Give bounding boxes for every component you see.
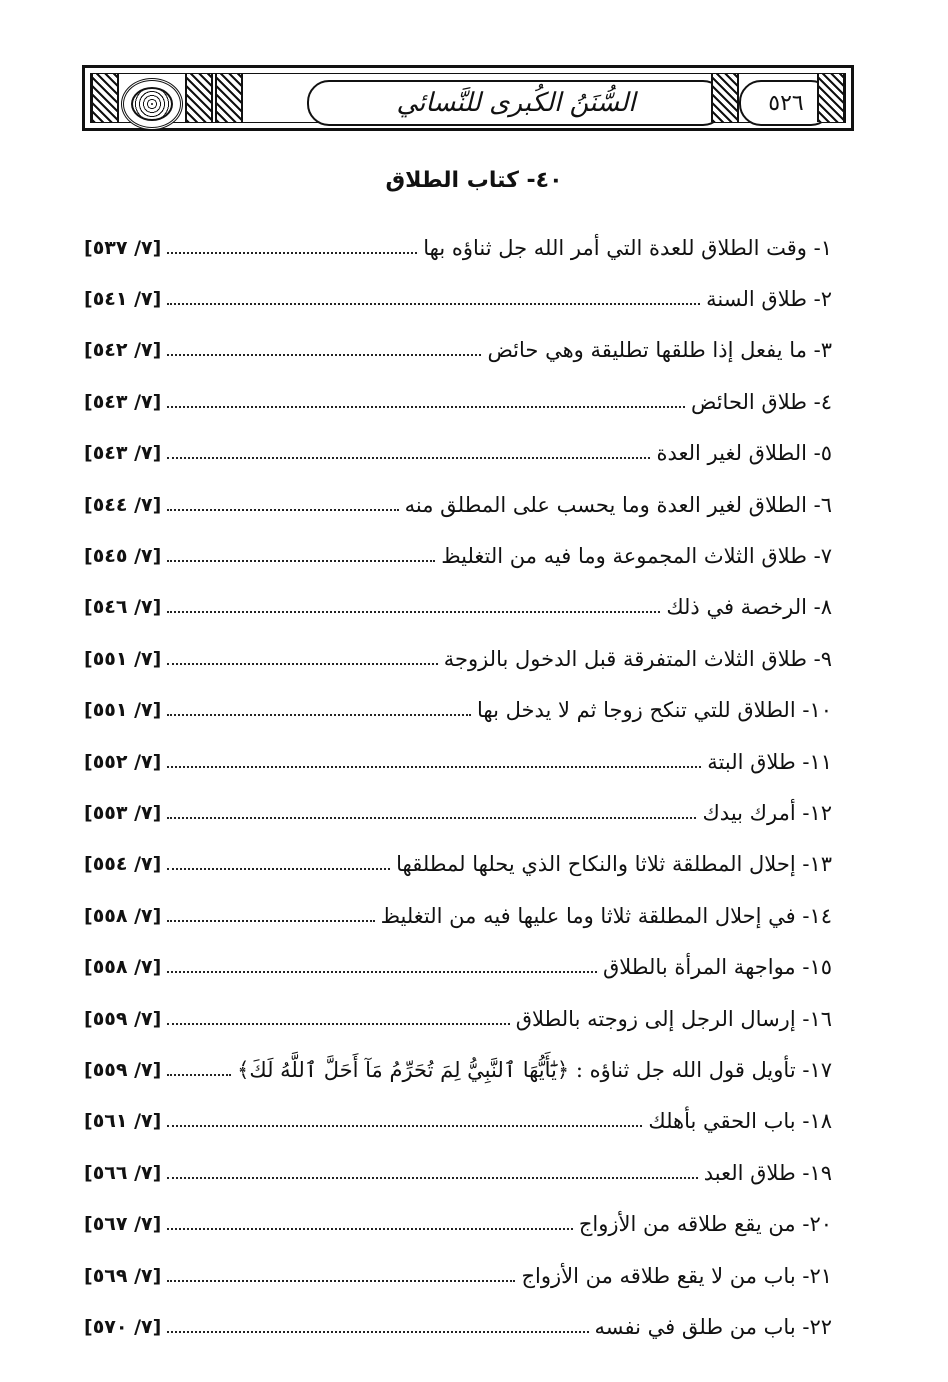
toc-entry-reference: [٧/ ٥٣٧] (84, 236, 162, 259)
toc-entry-title: ٢٢- باب من طلق في نفسه (594, 1314, 832, 1339)
toc-entry (84, 1147, 832, 1198)
toc-entry-reference: [٧/ ٥٥٨] (84, 904, 162, 927)
running-title: السُّنَنُ الكُبرى للنَّسائي (396, 88, 636, 118)
toc-entry (84, 1044, 832, 1095)
toc-entry-reference: [٧/ ٥٤٤] (84, 493, 162, 516)
toc-entry (84, 222, 832, 273)
dot-leader (167, 406, 685, 408)
toc-entry-title: ٥- الطلاق لغير العدة (656, 441, 832, 466)
toc-entry-reference: [٧/ ٥٦١] (84, 1110, 162, 1133)
toc-entry-reference: [٧/ ٥٦٦] (84, 1161, 162, 1184)
toc-entry (84, 376, 832, 427)
toc-entry-reference: [٧/ ٥٥٣] (84, 801, 162, 824)
dot-leader (167, 303, 700, 305)
dot-leader (167, 1177, 697, 1179)
dot-leader (167, 920, 374, 922)
table-of-contents (84, 222, 832, 1353)
toc-entry-title: ١١- طلاق البتة (707, 749, 832, 774)
ornament-strip-right (817, 74, 845, 122)
toc-entry (84, 890, 832, 941)
toc-entry (84, 1096, 832, 1147)
toc-entry-reference: [٧/ ٥٤٣] (84, 390, 162, 413)
dot-leader (167, 714, 471, 716)
dot-leader (167, 868, 390, 870)
toc-entry (84, 1198, 832, 1249)
toc-entry-reference: [٧/ ٥٤٥] (84, 545, 162, 568)
toc-entry-title: ١٣- إحلال المطلقة ثلاثا والنكاح الذي يحلها لمطلقها (396, 852, 832, 877)
dot-leader (167, 663, 437, 665)
toc-entry (84, 479, 832, 530)
toc-entry-title: ١٥- مواجهة المرأة بالطلاق (602, 955, 832, 980)
toc-entry (84, 839, 832, 890)
toc-entry-title: ١٧- تأويل قول الله جل ثناؤه : ﴿يَٰٓأَيُّهَا ٱلنَّبِيُّ لِمَ تُحَرِّمُ مَآ أَحَلَّ ٱللَّهُ لَكَ﴾ (237, 1057, 832, 1082)
toc-entry-reference: [٧/ ٥٥٩] (84, 1058, 162, 1081)
toc-entry (84, 582, 832, 633)
page-number: ٥٢٦ (768, 90, 804, 116)
dot-leader (167, 1228, 572, 1230)
toc-entry-reference: [٧/ ٥٦٩] (84, 1264, 162, 1287)
toc-entry-reference: [٧/ ٥٥٢] (84, 750, 162, 773)
toc-entry-title: ٢١- باب من لا يقع طلاقه من الأزواج (521, 1263, 832, 1288)
toc-entry (84, 1301, 832, 1352)
toc-entry-title: ١٨- باب الحقي بأهلك (648, 1109, 832, 1134)
toc-entry-title: ٢- طلاق السنة (706, 287, 832, 312)
toc-entry (84, 273, 832, 324)
dot-leader (167, 354, 481, 356)
toc-entry-title: ٢٠- من يقع طلاقه من الأزواج (578, 1212, 832, 1237)
toc-entry (84, 1250, 832, 1301)
toc-entry-reference: [٧/ ٥٥٨] (84, 956, 162, 979)
toc-entry-title: ١٠- الطلاق للتي تنكح زوجا ثم لا يدخل بها (476, 698, 832, 723)
ornament-strip-mid-right (711, 74, 739, 122)
ornament-strip-mid-left (185, 74, 213, 122)
toc-entry (84, 685, 832, 736)
toc-entry (84, 530, 832, 581)
toc-entry-title: ٧- طلاق الثلاث المجموعة وما فيه من التغليظ (441, 544, 832, 569)
toc-entry-reference: [٧/ ٥٧٠] (84, 1315, 162, 1338)
toc-entry-title: ٩- طلاق الثلاث المتفرقة قبل الدخول بالزوجة (443, 646, 832, 671)
dot-leader (167, 971, 597, 973)
book-title: ٤٠- كتاب الطلاق (385, 168, 563, 193)
toc-entry-title: ٨- الرخصة في ذلك (666, 595, 832, 620)
toc-entry-reference: [٧/ ٥٦٧] (84, 1213, 162, 1236)
toc-entry-title: ٣- ما يفعل إذا طلقها تطليقة وهي حائض (487, 338, 832, 363)
toc-entry-title: ١٩- طلاق العبد (703, 1160, 832, 1185)
toc-entry (84, 325, 832, 376)
toc-entry-reference: [٧/ ٥٥٩] (84, 1007, 162, 1030)
toc-entry-title: ١- وقت الطلاق للعدة التي أمر الله جل ثناؤه بها (423, 235, 832, 260)
toc-entry-title: ٦- الطلاق لغير العدة وما يحسب على المطلق منه (404, 492, 832, 517)
toc-entry-reference: [٧/ ٥٤١] (84, 288, 162, 311)
dot-leader (167, 817, 696, 819)
dot-leader (167, 457, 650, 459)
toc-entry-reference: [٧/ ٥٤٦] (84, 596, 162, 619)
dot-leader (167, 509, 398, 511)
dot-leader (167, 560, 435, 562)
toc-entry-title: ١٤- في إحلال المطلقة ثلاثا وما عليها فيه من التغليظ (380, 903, 832, 928)
ornament-strip-left (91, 74, 119, 122)
toc-entry (84, 993, 832, 1044)
dot-leader (167, 1023, 509, 1025)
dot-leader (167, 1125, 642, 1127)
toc-entry-reference: [٧/ ٥٥١] (84, 647, 162, 670)
dot-leader (167, 766, 701, 768)
toc-entry-title: ٤- طلاق الحائض (690, 389, 832, 414)
toc-entry-reference: [٧/ ٥٥١] (84, 699, 162, 722)
toc-entry-reference: [٧/ ٥٥٤] (84, 853, 162, 876)
ornament-strip-mid-left-2 (215, 74, 243, 122)
toc-entry-reference: [٧/ ٥٤٣] (84, 442, 162, 465)
dot-leader (167, 611, 660, 613)
dot-leader (167, 1074, 231, 1076)
dot-leader (167, 1331, 588, 1333)
toc-entry (84, 633, 832, 684)
running-title-cartouche (307, 80, 725, 126)
ornamental-header (82, 65, 854, 131)
toc-entry (84, 787, 832, 838)
emblem-medallion-icon (121, 78, 183, 130)
toc-entry-title: ١٦- إرسال الرجل إلى زوجته بالطلاق (515, 1006, 832, 1031)
dot-leader (167, 252, 417, 254)
header-inner-frame (90, 73, 846, 123)
toc-entry-reference: [٧/ ٥٤٢] (84, 339, 162, 362)
toc-entry (84, 736, 832, 787)
toc-entry (84, 941, 832, 992)
dot-leader (167, 1280, 515, 1282)
toc-entry-title: ١٢- أمرك بيدك (702, 800, 832, 825)
toc-entry (84, 428, 832, 479)
